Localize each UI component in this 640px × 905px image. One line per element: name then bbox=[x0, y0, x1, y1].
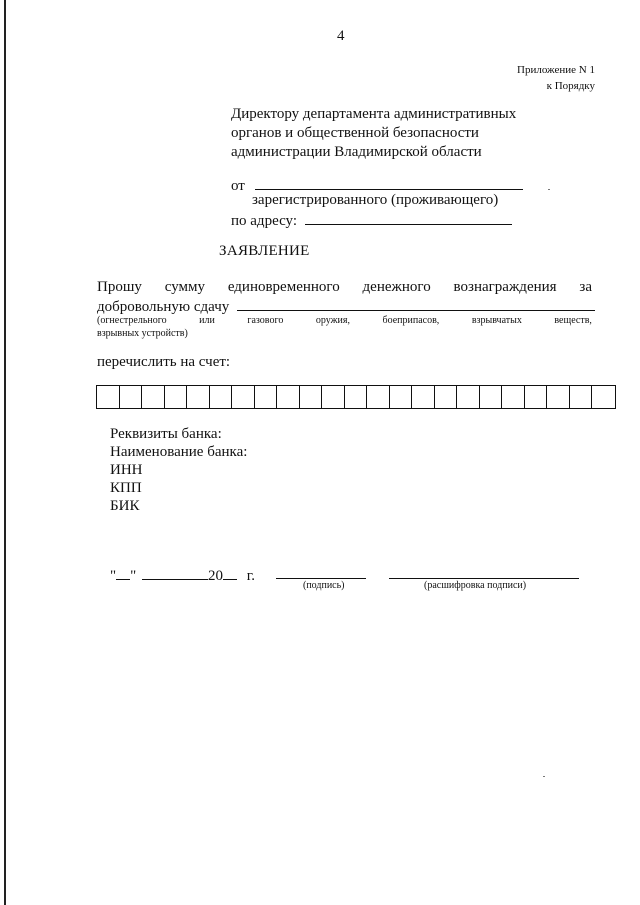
account-digit-cell[interactable] bbox=[502, 386, 525, 408]
scan-speck bbox=[548, 189, 550, 190]
item-types-caption-line-2: взрывных устройств) bbox=[97, 328, 188, 339]
address-label: по адресу: bbox=[231, 213, 298, 229]
addressee-line-2: органов и общественной безопасности bbox=[231, 125, 479, 141]
address-row bbox=[231, 210, 512, 230]
account-digit-cell[interactable] bbox=[300, 386, 323, 408]
year-suffix: г. bbox=[246, 568, 255, 584]
date-open-quote: " bbox=[110, 568, 117, 584]
bank-details-label: Реквизиты банка: bbox=[110, 426, 222, 442]
addressee-block bbox=[231, 105, 516, 162]
surrender-label: добровольную сдачу bbox=[97, 299, 230, 315]
account-digit-cell[interactable] bbox=[592, 386, 615, 408]
request-word: денежного bbox=[362, 279, 431, 295]
appendix-line-2: к Порядку bbox=[546, 80, 595, 92]
account-digit-cell[interactable] bbox=[525, 386, 548, 408]
account-digit-cell[interactable] bbox=[277, 386, 300, 408]
item-type-word: взрывчатых bbox=[471, 315, 522, 326]
item-type-word: газового bbox=[247, 315, 284, 326]
transfer-to-account-label: перечислить на счет: bbox=[97, 354, 231, 370]
account-digit-cell[interactable] bbox=[480, 386, 503, 408]
address-field[interactable] bbox=[305, 210, 512, 225]
item-types-caption-line-1 bbox=[97, 315, 592, 326]
account-digit-cell[interactable] bbox=[142, 386, 165, 408]
account-digit-cell[interactable] bbox=[547, 386, 570, 408]
addressee-line-3: администрации Владимирской области bbox=[231, 144, 482, 160]
from-label: от bbox=[231, 178, 245, 194]
account-digit-cell[interactable] bbox=[232, 386, 255, 408]
signature-field[interactable] bbox=[276, 578, 366, 579]
bank-details-block bbox=[110, 425, 247, 515]
kpp-label: КПП bbox=[110, 480, 142, 496]
registered-label: зарегистрированного (проживающего) bbox=[252, 192, 499, 208]
inn-label: ИНН bbox=[110, 462, 143, 478]
request-word: за bbox=[579, 279, 592, 295]
account-digit-cell[interactable] bbox=[570, 386, 593, 408]
account-digit-cell[interactable] bbox=[97, 386, 120, 408]
request-word: Прошу bbox=[97, 279, 142, 295]
scan-speck bbox=[543, 776, 545, 777]
appendix-line-1: Приложение N 1 bbox=[517, 64, 595, 76]
signature-caption: (подпись) bbox=[303, 580, 345, 591]
page-number: 4 bbox=[337, 28, 345, 44]
document-title: ЗАЯВЛЕНИЕ bbox=[219, 243, 310, 259]
date-close-quote: " bbox=[130, 568, 137, 584]
account-digit-cell[interactable] bbox=[120, 386, 143, 408]
account-digit-cell[interactable] bbox=[435, 386, 458, 408]
date-row bbox=[110, 565, 255, 585]
account-digit-cell[interactable] bbox=[390, 386, 413, 408]
account-digit-cell[interactable] bbox=[210, 386, 233, 408]
account-digit-cell[interactable] bbox=[255, 386, 278, 408]
request-word: сумму bbox=[164, 279, 205, 295]
year-prefix: 20 bbox=[208, 568, 223, 584]
date-day-field[interactable] bbox=[116, 565, 130, 580]
item-type-word: оружия, bbox=[315, 315, 350, 326]
item-type-word: веществ, bbox=[554, 315, 592, 326]
item-type-word: боеприпасов, bbox=[382, 315, 440, 326]
account-digit-cell[interactable] bbox=[457, 386, 480, 408]
bank-name-label: Наименование банка: bbox=[110, 444, 248, 460]
account-digit-cell[interactable] bbox=[165, 386, 188, 408]
request-line-1 bbox=[97, 279, 592, 296]
request-line-2 bbox=[97, 296, 595, 316]
account-digit-cell[interactable] bbox=[345, 386, 368, 408]
account-digit-cell[interactable] bbox=[412, 386, 435, 408]
signature-decoding-caption: (расшифровка подписи) bbox=[424, 580, 527, 591]
account-digit-cell[interactable] bbox=[187, 386, 210, 408]
page-left-edge-rule bbox=[4, 0, 6, 905]
account-digit-cell[interactable] bbox=[367, 386, 390, 408]
appendix-reference bbox=[517, 62, 595, 94]
request-word: вознаграждения bbox=[453, 279, 557, 295]
bik-label: БИК bbox=[110, 498, 140, 514]
surrendered-item-field[interactable] bbox=[237, 296, 595, 311]
item-type-word: или bbox=[199, 315, 215, 326]
item-type-word: (огнестрельного bbox=[97, 315, 167, 326]
request-word: единовременного bbox=[227, 279, 340, 295]
account-digit-cell[interactable] bbox=[322, 386, 345, 408]
date-month-field[interactable] bbox=[142, 565, 208, 580]
addressee-line-1: Директору департамента административных bbox=[231, 106, 517, 122]
signature-decoding-field[interactable] bbox=[389, 578, 579, 579]
account-number-grid bbox=[96, 385, 616, 409]
sender-name-field[interactable] bbox=[255, 175, 523, 190]
date-year-field[interactable] bbox=[223, 565, 237, 580]
